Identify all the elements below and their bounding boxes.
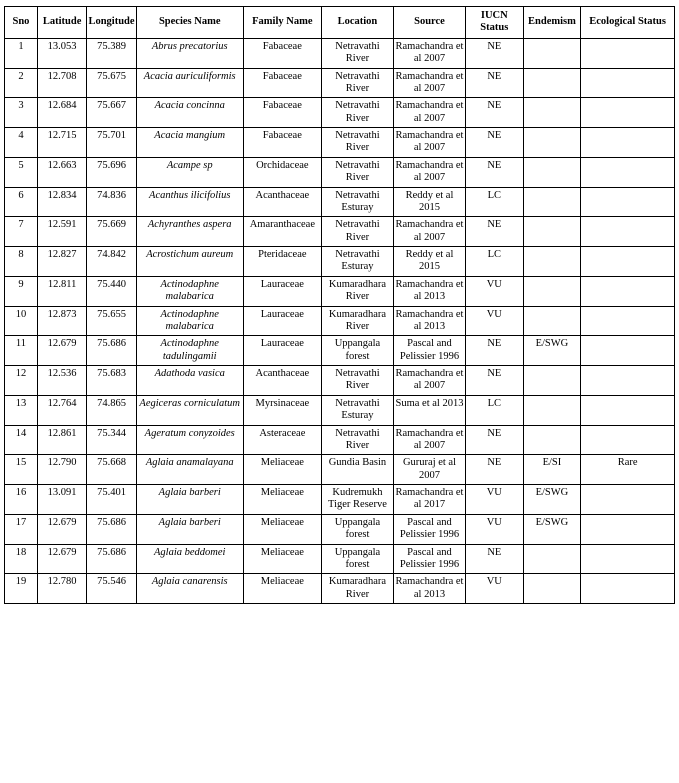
cell-latitude: 12.764: [37, 395, 86, 425]
cell-latitude: 12.715: [37, 128, 86, 158]
cell-endemism: [523, 306, 581, 336]
cell-ecological-status: [581, 395, 675, 425]
table-row: [5, 98, 675, 128]
cell-latitude: 12.827: [37, 247, 86, 277]
cell-ecological-status: [581, 157, 675, 187]
cell-sno: 7: [5, 217, 38, 247]
cell-species-name: Actinodaphne malabarica: [136, 306, 243, 336]
cell-species-name: Aglaia barberi: [136, 485, 243, 515]
cell-family-name: Meliaceae: [243, 574, 321, 604]
cell-source: Pascal and Pelissier 1996: [393, 514, 465, 544]
cell-family-name: Fabaceae: [243, 68, 321, 98]
cell-family-name: Pteridaceae: [243, 247, 321, 277]
cell-iucn-status: NE: [466, 544, 524, 574]
cell-ecological-status: [581, 306, 675, 336]
cell-longitude: 75.668: [87, 455, 136, 485]
cell-sno: 17: [5, 514, 38, 544]
cell-latitude: 12.591: [37, 217, 86, 247]
table-row: [5, 187, 675, 217]
table-row: [5, 38, 675, 68]
cell-sno: 8: [5, 247, 38, 277]
cell-sno: 6: [5, 187, 38, 217]
cell-latitude: 12.790: [37, 455, 86, 485]
cell-location: Uppangala forest: [321, 336, 393, 366]
cell-location: Netravathi River: [321, 128, 393, 158]
column-header-source: Source: [393, 7, 465, 39]
cell-sno: 18: [5, 544, 38, 574]
cell-endemism: [523, 574, 581, 604]
cell-location: Netravathi River: [321, 98, 393, 128]
cell-family-name: Asteraceae: [243, 425, 321, 455]
column-header-latitude: Latitude: [37, 7, 86, 39]
cell-longitude: 75.440: [87, 276, 136, 306]
cell-source: Pascal and Pelissier 1996: [393, 544, 465, 574]
cell-location: Netravathi River: [321, 366, 393, 396]
table-header-row: [5, 7, 675, 39]
cell-endemism: [523, 395, 581, 425]
cell-location: Netravathi Esturay: [321, 395, 393, 425]
cell-family-name: Lauraceae: [243, 276, 321, 306]
cell-endemism: [523, 68, 581, 98]
cell-longitude: 75.686: [87, 544, 136, 574]
cell-family-name: Meliaceae: [243, 455, 321, 485]
cell-iucn-status: VU: [466, 276, 524, 306]
cell-source: Ramachandra et al 2007: [393, 68, 465, 98]
species-table: [4, 6, 675, 604]
cell-location: Netravathi River: [321, 38, 393, 68]
cell-sno: 9: [5, 276, 38, 306]
table-row: [5, 455, 675, 485]
cell-family-name: Lauraceae: [243, 306, 321, 336]
table-row: [5, 276, 675, 306]
cell-iucn-status: LC: [466, 187, 524, 217]
cell-sno: 4: [5, 128, 38, 158]
cell-species-name: Adathoda vasica: [136, 366, 243, 396]
cell-species-name: Aglaia beddomei: [136, 544, 243, 574]
cell-source: Reddy et al 2015: [393, 247, 465, 277]
cell-source: Ramachandra et al 2013: [393, 574, 465, 604]
cell-endemism: [523, 38, 581, 68]
cell-iucn-status: NE: [466, 38, 524, 68]
cell-iucn-status: NE: [466, 128, 524, 158]
table-row: [5, 425, 675, 455]
table-row: [5, 68, 675, 98]
cell-endemism: [523, 98, 581, 128]
cell-source: Ramachandra et al 2007: [393, 157, 465, 187]
cell-ecological-status: [581, 514, 675, 544]
cell-sno: 12: [5, 366, 38, 396]
cell-latitude: 12.679: [37, 544, 86, 574]
cell-endemism: [523, 544, 581, 574]
cell-endemism: E/SWG: [523, 336, 581, 366]
cell-species-name: Aglaia barberi: [136, 514, 243, 544]
cell-ecological-status: [581, 485, 675, 515]
cell-latitude: 12.663: [37, 157, 86, 187]
cell-longitude: 75.696: [87, 157, 136, 187]
cell-latitude: 12.679: [37, 336, 86, 366]
cell-iucn-status: NE: [466, 98, 524, 128]
cell-longitude: 74.836: [87, 187, 136, 217]
cell-latitude: 12.873: [37, 306, 86, 336]
cell-species-name: Acacia auriculiformis: [136, 68, 243, 98]
cell-source: Ramachandra et al 2007: [393, 217, 465, 247]
column-header-location: Location: [321, 7, 393, 39]
cell-ecological-status: [581, 38, 675, 68]
column-header-species-name: Species Name: [136, 7, 243, 39]
cell-iucn-status: LC: [466, 247, 524, 277]
cell-family-name: Lauraceae: [243, 336, 321, 366]
cell-source: Ramachandra et al 2017: [393, 485, 465, 515]
cell-family-name: Fabaceae: [243, 128, 321, 158]
cell-iucn-status: VU: [466, 574, 524, 604]
column-header-family-name: Family Name: [243, 7, 321, 39]
cell-endemism: E/SI: [523, 455, 581, 485]
cell-ecological-status: [581, 276, 675, 306]
cell-longitude: 75.686: [87, 514, 136, 544]
cell-latitude: 12.708: [37, 68, 86, 98]
cell-source: Ramachandra et al 2007: [393, 366, 465, 396]
cell-source: Ramachandra et al 2007: [393, 38, 465, 68]
cell-family-name: Fabaceae: [243, 38, 321, 68]
cell-sno: 10: [5, 306, 38, 336]
cell-ecological-status: Rare: [581, 455, 675, 485]
table-row: [5, 247, 675, 277]
cell-source: Reddy et al 2015: [393, 187, 465, 217]
cell-latitude: 12.834: [37, 187, 86, 217]
cell-iucn-status: LC: [466, 395, 524, 425]
cell-family-name: Acanthaceae: [243, 187, 321, 217]
cell-sno: 16: [5, 485, 38, 515]
cell-ecological-status: [581, 336, 675, 366]
cell-endemism: [523, 247, 581, 277]
cell-endemism: [523, 128, 581, 158]
cell-species-name: Actinodaphne malabarica: [136, 276, 243, 306]
cell-longitude: 75.667: [87, 98, 136, 128]
table-row: [5, 514, 675, 544]
cell-endemism: E/SWG: [523, 514, 581, 544]
cell-sno: 14: [5, 425, 38, 455]
table-row: [5, 574, 675, 604]
cell-longitude: 75.669: [87, 217, 136, 247]
cell-family-name: Orchidaceae: [243, 157, 321, 187]
column-header-sno: Sno: [5, 7, 38, 39]
table-row: [5, 485, 675, 515]
cell-species-name: Acanthus ilicifolius: [136, 187, 243, 217]
cell-species-name: Achyranthes aspera: [136, 217, 243, 247]
cell-latitude: 12.684: [37, 98, 86, 128]
table-row: [5, 217, 675, 247]
column-header-ecological-status: Ecological Status: [581, 7, 675, 39]
cell-endemism: [523, 425, 581, 455]
cell-longitude: 74.865: [87, 395, 136, 425]
cell-ecological-status: [581, 574, 675, 604]
cell-location: Kudremukh Tiger Reserve: [321, 485, 393, 515]
cell-species-name: Acacia concinna: [136, 98, 243, 128]
cell-family-name: Meliaceae: [243, 544, 321, 574]
column-header-endemism: Endemism: [523, 7, 581, 39]
cell-source: Ramachandra et al 2007: [393, 128, 465, 158]
cell-source: Ramachandra et al 2007: [393, 425, 465, 455]
cell-iucn-status: VU: [466, 514, 524, 544]
cell-iucn-status: NE: [466, 425, 524, 455]
column-header-longitude: Longitude: [87, 7, 136, 39]
cell-iucn-status: NE: [466, 217, 524, 247]
cell-species-name: Acacia mangium: [136, 128, 243, 158]
cell-family-name: Meliaceae: [243, 485, 321, 515]
cell-endemism: [523, 217, 581, 247]
cell-iucn-status: VU: [466, 306, 524, 336]
cell-ecological-status: [581, 366, 675, 396]
cell-iucn-status: VU: [466, 485, 524, 515]
cell-longitude: 75.701: [87, 128, 136, 158]
cell-species-name: Actinodaphne tadulingamii: [136, 336, 243, 366]
cell-location: Netravathi Esturay: [321, 247, 393, 277]
cell-ecological-status: [581, 128, 675, 158]
cell-longitude: 75.675: [87, 68, 136, 98]
cell-latitude: 12.811: [37, 276, 86, 306]
cell-sno: 19: [5, 574, 38, 604]
cell-species-name: Acrostichum aureum: [136, 247, 243, 277]
cell-longitude: 75.546: [87, 574, 136, 604]
cell-iucn-status: NE: [466, 336, 524, 366]
cell-species-name: Aglaia canarensis: [136, 574, 243, 604]
cell-sno: 1: [5, 38, 38, 68]
cell-latitude: 13.053: [37, 38, 86, 68]
cell-location: Netravathi River: [321, 425, 393, 455]
cell-longitude: 75.686: [87, 336, 136, 366]
cell-endemism: [523, 187, 581, 217]
cell-latitude: 12.861: [37, 425, 86, 455]
cell-longitude: 74.842: [87, 247, 136, 277]
cell-iucn-status: NE: [466, 68, 524, 98]
table-row: [5, 366, 675, 396]
cell-iucn-status: NE: [466, 366, 524, 396]
cell-longitude: 75.655: [87, 306, 136, 336]
cell-latitude: 12.679: [37, 514, 86, 544]
cell-latitude: 13.091: [37, 485, 86, 515]
table-row: [5, 544, 675, 574]
table-row: [5, 395, 675, 425]
cell-family-name: Myrsinaceae: [243, 395, 321, 425]
cell-location: Netravathi River: [321, 217, 393, 247]
cell-ecological-status: [581, 68, 675, 98]
cell-location: Netravathi Esturay: [321, 187, 393, 217]
cell-family-name: Acanthaceae: [243, 366, 321, 396]
cell-family-name: Meliaceae: [243, 514, 321, 544]
cell-family-name: Fabaceae: [243, 98, 321, 128]
cell-endemism: E/SWG: [523, 485, 581, 515]
table-row: [5, 306, 675, 336]
cell-source: Suma et al 2013: [393, 395, 465, 425]
cell-sno: 2: [5, 68, 38, 98]
cell-source: Ramachandra et al 2013: [393, 276, 465, 306]
cell-ecological-status: [581, 544, 675, 574]
cell-longitude: 75.401: [87, 485, 136, 515]
cell-longitude: 75.389: [87, 38, 136, 68]
cell-location: Uppangala forest: [321, 514, 393, 544]
table-row: [5, 128, 675, 158]
cell-species-name: Ageratum conyzoides: [136, 425, 243, 455]
cell-source: Ramachandra et al 2013: [393, 306, 465, 336]
cell-location: Gundia Basin: [321, 455, 393, 485]
cell-source: Pascal and Pelissier 1996: [393, 336, 465, 366]
table-row: [5, 336, 675, 366]
cell-ecological-status: [581, 425, 675, 455]
cell-source: Gururaj et al 2007: [393, 455, 465, 485]
cell-latitude: 12.536: [37, 366, 86, 396]
cell-ecological-status: [581, 247, 675, 277]
cell-species-name: Acampe sp: [136, 157, 243, 187]
cell-location: Kumaradhara River: [321, 276, 393, 306]
cell-species-name: Abrus precatorius: [136, 38, 243, 68]
cell-location: Kumaradhara River: [321, 574, 393, 604]
cell-endemism: [523, 157, 581, 187]
cell-species-name: Aglaia anamalayana: [136, 455, 243, 485]
cell-sno: 11: [5, 336, 38, 366]
cell-location: Netravathi River: [321, 157, 393, 187]
cell-ecological-status: [581, 187, 675, 217]
cell-species-name: Aegiceras corniculatum: [136, 395, 243, 425]
cell-ecological-status: [581, 98, 675, 128]
cell-location: Uppangala forest: [321, 544, 393, 574]
table-row: [5, 157, 675, 187]
cell-endemism: [523, 366, 581, 396]
cell-location: Netravathi River: [321, 68, 393, 98]
cell-sno: 5: [5, 157, 38, 187]
cell-ecological-status: [581, 217, 675, 247]
cell-sno: 3: [5, 98, 38, 128]
cell-iucn-status: NE: [466, 455, 524, 485]
cell-source: Ramachandra et al 2007: [393, 98, 465, 128]
cell-location: Kumaradhara River: [321, 306, 393, 336]
cell-latitude: 12.780: [37, 574, 86, 604]
cell-sno: 13: [5, 395, 38, 425]
cell-iucn-status: NE: [466, 157, 524, 187]
cell-sno: 15: [5, 455, 38, 485]
column-header-iucn-status: IUCN Status: [466, 7, 524, 39]
cell-family-name: Amaranthaceae: [243, 217, 321, 247]
cell-longitude: 75.683: [87, 366, 136, 396]
cell-endemism: [523, 276, 581, 306]
cell-longitude: 75.344: [87, 425, 136, 455]
